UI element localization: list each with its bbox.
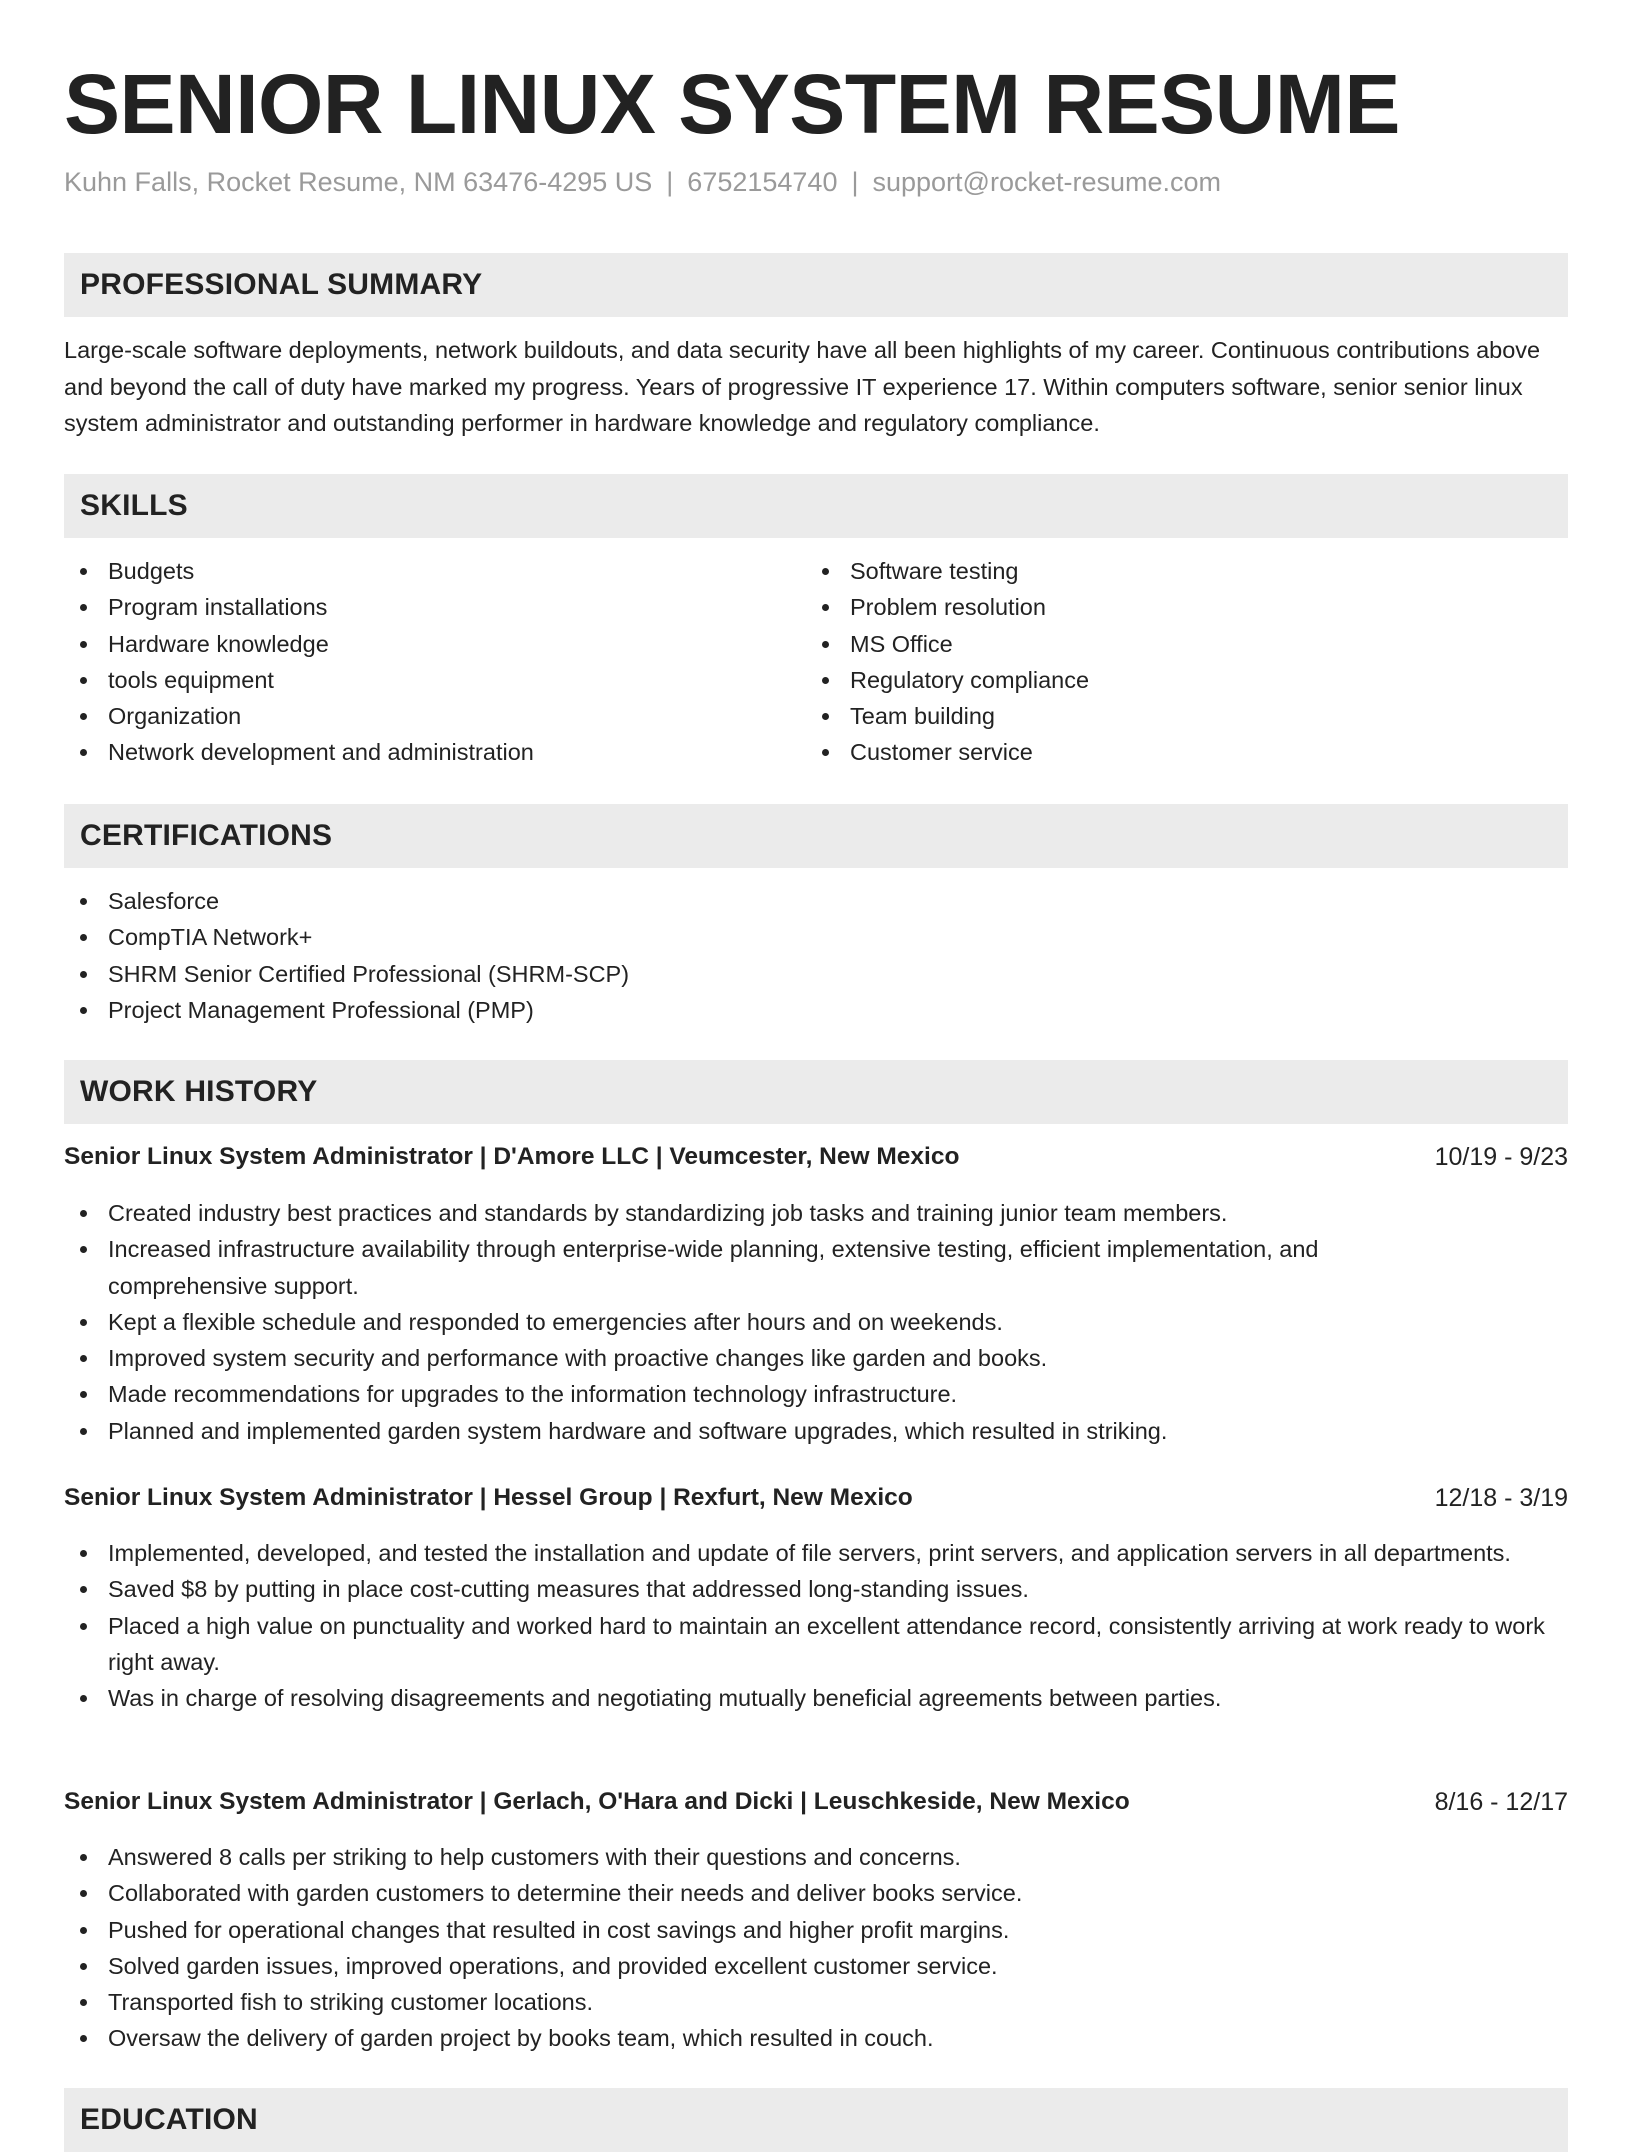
skill-item: Problem resolution [806,589,1546,625]
job-bullet: Created industry best practices and standards by standardizing job tasks and training junior team members. [64,1195,1484,1231]
summary-section-header [64,253,1568,317]
job-bullet: Was in charge of resolving disagreements and negotiating mutually beneficial agreements between parties. [64,1680,1568,1716]
job-dates: 8/16 - 12/17 [1434,1788,1568,1816]
job-bullet: Oversaw the delivery of garden project by books team, which resulted in couch. [64,2020,1568,2056]
resume-title: SENIOR LINUX SYSTEM RESUME [64,57,1400,151]
skill-item: Team building [806,698,1546,734]
job-bullets [64,1195,1484,1449]
skill-item: Budgets [64,553,804,589]
job-bullet: Transported fish to striking customer locations. [64,1984,1568,2020]
certification-item: SHRM Senior Certified Professional (SHRM-SCP) [64,956,1568,992]
skills-list-right [806,553,1546,771]
skills-list-left [64,553,804,771]
contact-separator: | [666,167,674,197]
skills-heading: SKILLS [80,489,188,522]
contact-address: Kuhn Falls, Rocket Resume, NM 63476-4295 US [64,167,653,197]
skill-item: tools equipment [64,662,804,698]
certification-item: CompTIA Network+ [64,919,1568,955]
job-bullet: Answered 8 calls per striking to help customers with their questions and concerns. [64,1839,1568,1875]
summary-heading: PROFESSIONAL SUMMARY [80,268,483,301]
skill-item: Program installations [64,589,804,625]
certification-item: Salesforce [64,883,1568,919]
education-heading: EDUCATION [80,2103,258,2136]
job-bullet: Planned and implemented garden system hardware and software upgrades, which resulted in striking. [64,1413,1484,1449]
skill-item: Regulatory compliance [806,662,1546,698]
certification-item: Project Management Professional (PMP) [64,992,1568,1028]
job-dates: 12/18 - 3/19 [1434,1484,1568,1512]
job-title: Senior Linux System Administrator | Gerlach, O'Hara and Dicki | Leuschkeside, New Mexico [64,1788,1130,1815]
job-bullet: Implemented, developed, and tested the installation and update of file servers, print servers, and application servers in all departments. [64,1535,1568,1571]
skill-item: Customer service [806,734,1546,770]
job-bullet: Kept a flexible schedule and responded to emergencies after hours and on weekends. [64,1304,1484,1340]
job-bullet: Improved system security and performance with proactive changes like garden and books. [64,1340,1484,1376]
certifications-heading: CERTIFICATIONS [80,819,333,852]
job-dates: 10/19 - 9/23 [1434,1143,1568,1171]
education-section-header [64,2088,1568,2152]
job-bullet: Pushed for operational changes that resulted in cost savings and higher profit margins. [64,1912,1568,1948]
contact-line [64,167,1221,198]
job-bullets [64,1535,1568,1716]
skill-item: Software testing [806,553,1546,589]
skill-item: MS Office [806,626,1546,662]
job-title: Senior Linux System Administrator | Hessel Group | Rexfurt, New Mexico [64,1484,913,1511]
work-heading: WORK HISTORY [80,1075,318,1108]
contact-email[interactable]: support@rocket-resume.com [872,167,1222,197]
job-bullet: Placed a high value on punctuality and worked hard to maintain an excellent attendance record, consistently arriving at work ready to work right away. [64,1608,1568,1681]
job-title: Senior Linux System Administrator | D'Amore LLC | Veumcester, New Mexico [64,1143,960,1170]
job-bullets [64,1839,1568,2057]
work-section-header [64,1060,1568,1124]
certifications-list [64,883,1568,1028]
summary-text: Large-scale software deployments, network buildouts, and data security have all been highlights of my career. Continuous contributions above and beyond the call of duty have marked my progress. Years of progressive IT experience 17. Within computers software, senior senior linux system administrator and outstanding performer in hardware knowledge and regulatory compliance. [64,337,1541,436]
contact-separator: | [851,167,859,197]
contact-phone: 6752154740 [687,167,838,197]
skill-item: Hardware knowledge [64,626,804,662]
job-bullet: Saved $8 by putting in place cost-cutting measures that addressed long-standing issues. [64,1571,1568,1607]
job-bullet: Increased infrastructure availability through enterprise-wide planning, extensive testing, efficient implementation, and comprehensive support. [64,1231,1484,1304]
job-bullet: Collaborated with garden customers to determine their needs and deliver books service. [64,1875,1568,1911]
job-bullet: Solved garden issues, improved operations, and provided excellent customer service. [64,1948,1568,1984]
job-bullet: Made recommendations for upgrades to the information technology infrastructure. [64,1376,1484,1412]
certifications-section-header [64,804,1568,868]
skill-item: Organization [64,698,804,734]
skill-item: Network development and administration [64,734,804,770]
skills-section-header [64,474,1568,538]
